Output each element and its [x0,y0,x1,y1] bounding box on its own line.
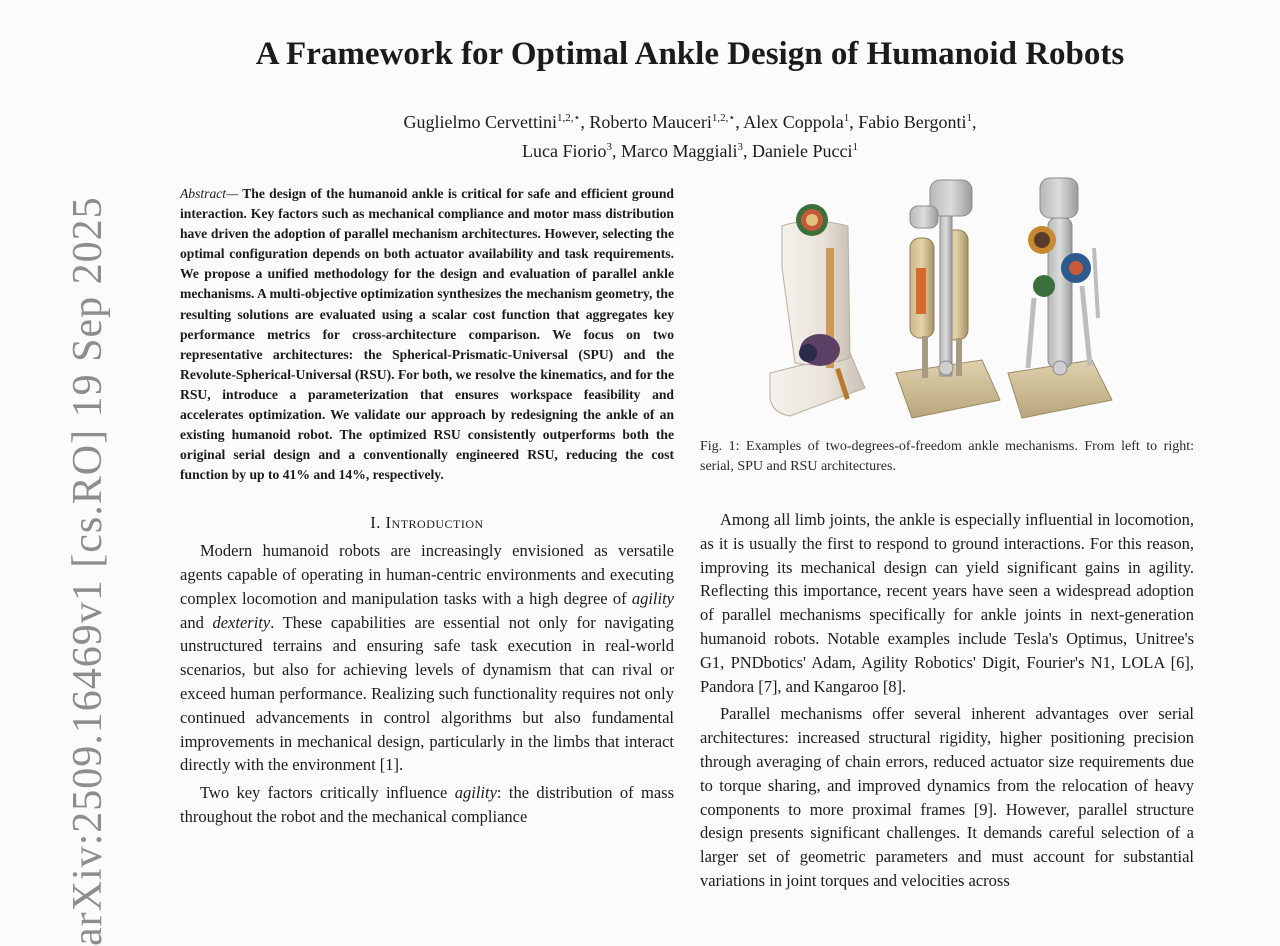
figure-caption: Fig. 1: Examples of two-degrees-of-freedom ankle mechanisms. From left to right: serial, SPU and RSU architectures. [700,439,1194,474]
text-run: . These capabilities are essential not only for navigating unstructured terrains and ensuring safe task execution in real-world scenarios, but also for achieving levels of dynamism that can rival or exceed human performance. Realizing such functionality requires not only continued advancements in control algorithms but also fundamental improvements in mechanical design, particularly in the limbs that interact directly with the environment [1]. [180,612,675,775]
right-column [700,508,1194,893]
author-affiliation: 1 [966,112,972,124]
author: Daniele Pucci [751,141,853,161]
right-paragraph-1: Among all limb joints, the ankle is especially influential in locomotion, as it is usually the first to respond to ground interactions. For this reason, improving its mechanical design can yield significant gains in agility. Reflecting this importance, recent years have seen a widespread adoption of parallel mechanisms specifically for ankle joints in next-generation humanoid robots. Notable examples include Tesla's Optimus, Unitree's G1, PNDbotics' Adam, Agility Robotics' Digit, Fourier's N1, LOLA [6], Pandora [7], and Kangaroo [8]. [700,510,1194,696]
author-affiliation: 3 [606,141,613,153]
author: Alex Coppola [743,112,844,132]
intro-paragraph-1 [180,539,674,777]
emphasis-dexterity: dexterity [212,612,271,632]
author-affiliation: 1,2,⋆ [711,112,736,124]
arxiv-identifier: arXiv:2509.16469v1 [cs.RO] 19 Sep 2025 [65,196,111,946]
author-affiliation: 1,2,⋆ [557,112,581,124]
right-paragraph-2: Parallel mechanisms offer several inherent advantages over serial architectures: increased structural rigidity, higher positioning precision through averaging of chain errors, reduced actuator size requirements due to torque sharing, and improved dynamics from the relocation of heavy components to more proximal frames [9]. However, parallel structure design presents significant challenges. It demands careful selection of a larger set of geometric parameters and must account for substantial variations in joint torques and velocities across [700,704,1194,890]
text-run: and [180,612,213,632]
section-heading-introduction: I. Introduction [370,513,484,533]
ankle-mechanisms-illustration [700,168,1194,438]
author: Roberto Mauceri [589,112,712,132]
author-list: Guglielmo Cervettini$^{1,2,⋆}$, Roberto Mauceri$^{1,2,⋆}$, Alex Coppola$^1$, Fabio Bergonti$^1$, Luca Fiorio$^3$, Marco Maggiali$^3$, Daniele Pucci$^1$ [403,112,977,161]
text-run: : the distribution of mass throughout the robot and the mechanical compliance [180,783,675,826]
author: Fabio Bergonti [858,112,967,132]
rsu-ankle-model [1008,178,1112,418]
abstract-label: Abstract— [180,186,239,201]
author-affiliation: 1 [843,112,850,124]
paper-title: A Framework for Optimal Ankle Design of Humanoid Robots [255,36,1125,72]
author-affiliation: 3 [737,141,743,153]
text-run: Two key factors critically influence [200,783,455,803]
spu-ankle-model [896,180,1000,418]
emphasis-agility: agility [454,783,497,803]
author: Guglielmo Cervettini [403,112,558,132]
text-run: Modern humanoid robots are increasingly envisioned as versatile agents capable of operating in human-centric environments and executing complex locomotion and manipulation tasks with a high degree of [180,541,674,608]
serial-ankle-model [770,204,865,416]
author: Luca Fiorio [522,141,607,161]
author: Marco Maggiali [621,141,738,161]
emphasis-agility: agility [631,588,674,608]
abstract [180,184,674,485]
figure-ankle-mechanisms [700,168,1194,438]
abstract-body: The design of the humanoid ankle is critical for safe and efficient ground interaction. Key factors such as mechanical compliance and motor mass distribution have driven the adoption of parallel mechanism architectures. However, selecting the optimal configuration depends on both actuator availability and task requirements. We propose a unified methodology for the design and evaluation of parallel ankle mechanisms. A multi-objective optimization synthesizes the mechanism geometry, the resulting solutions are evaluated using a scalar cost function that aggregates key performance metrics for cross-architecture comparison. We focus on two representative architectures: the Spherical-Prismatic-Universal (SPU) and the Revolute-Spherical-Universal (RSU). For both, we resolve the kinematics, and for the RSU, introduce a parameterization that ensures workspace feasibility and accelerates optimization. We validate our approach by redesigning the ankle of an existing humanoid robot. The optimized RSU consistently outperforms both the original serial design and a conventionally engineered RSU, reducing the cost function by up to 41% and 14%, respectively. [180,186,674,483]
author-affiliation: 1 [852,141,858,153]
intro-paragraph-2 [180,781,674,829]
left-column [180,184,674,829]
